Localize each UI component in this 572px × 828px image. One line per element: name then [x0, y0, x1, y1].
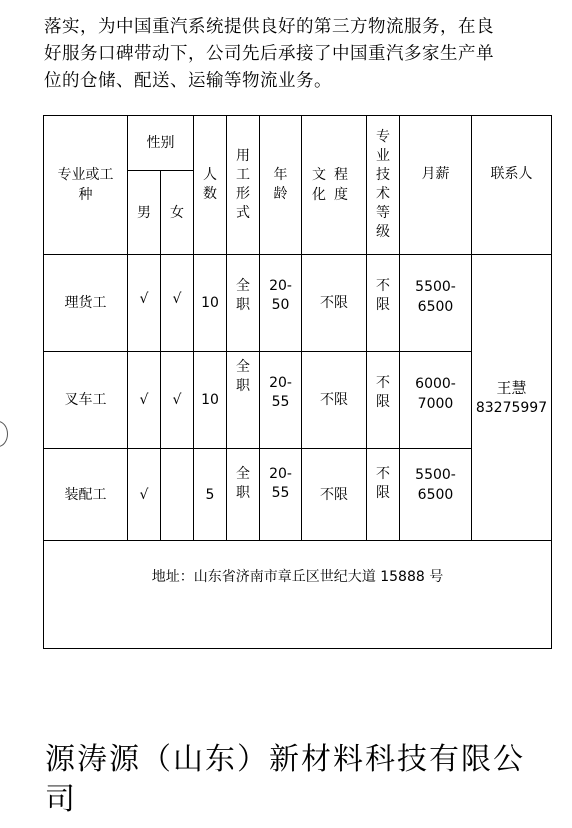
education: 不限 — [302, 352, 367, 449]
sidebar-circle-icon — [0, 421, 8, 447]
intro-paragraph: 落实，为中国重汽系统提供良好的第三方物流服务，在良 好服务口碑带动下，公司先后承接了中国重汽多家生产单 位的仓储、配送、运输等物流业务。 — [44, 17, 494, 91]
header-male: 男 — [128, 171, 161, 255]
company-name: 源涛源（山东）新材料科技有限公司 — [45, 742, 525, 817]
age-range: 20-55 — [260, 449, 302, 541]
header-employment: 用工形式 — [227, 116, 260, 255]
job-name: 理货工 — [44, 255, 128, 352]
headcount: 10 — [194, 255, 227, 352]
header-contact: 联系人 — [472, 116, 552, 255]
age-range: 20-55 — [260, 352, 302, 449]
contact-phone: 83275997 — [475, 399, 548, 416]
contact-name: 王慧 — [496, 378, 527, 397]
headcount: 10 — [194, 352, 227, 449]
male-check: √ — [128, 449, 161, 541]
header-count: 人数 — [194, 116, 227, 255]
tech-level: 不限 — [367, 255, 400, 352]
header-female: 女 — [161, 171, 194, 255]
salary: 5500-6500 — [400, 255, 472, 352]
header-tech-level: 专业技术等级 — [367, 116, 400, 255]
female-check — [161, 449, 194, 541]
table-row — [44, 255, 552, 352]
male-check: √ — [128, 255, 161, 352]
employment-type: 全职 — [227, 352, 260, 449]
header-education: 文程化度 — [302, 116, 367, 255]
job-table — [43, 115, 552, 649]
header-job: 专业或工种 — [44, 116, 128, 255]
male-check: √ — [128, 352, 161, 449]
tech-level: 不限 — [367, 449, 400, 541]
age-range: 20-50 — [260, 255, 302, 352]
female-check: √ — [161, 352, 194, 449]
salary: 6000-7000 — [400, 352, 472, 449]
headcount: 5 — [194, 449, 227, 541]
job-name: 叉车工 — [44, 352, 128, 449]
education: 不限 — [302, 449, 367, 541]
contact-cell — [472, 255, 552, 541]
address: 地址：山东省济南市章丘区世纪大道 15888 号 — [44, 541, 552, 649]
job-name: 装配工 — [44, 449, 128, 541]
salary: 5500-6500 — [400, 449, 472, 541]
female-check: √ — [161, 255, 194, 352]
employment-type: 全职 — [227, 449, 260, 541]
tech-level: 不限 — [367, 352, 400, 449]
header-salary: 月薪 — [400, 116, 472, 255]
header-gender: 性别 — [128, 116, 194, 171]
employment-type: 全职 — [227, 255, 260, 352]
header-age: 年龄 — [260, 116, 302, 255]
education: 不限 — [302, 255, 367, 352]
